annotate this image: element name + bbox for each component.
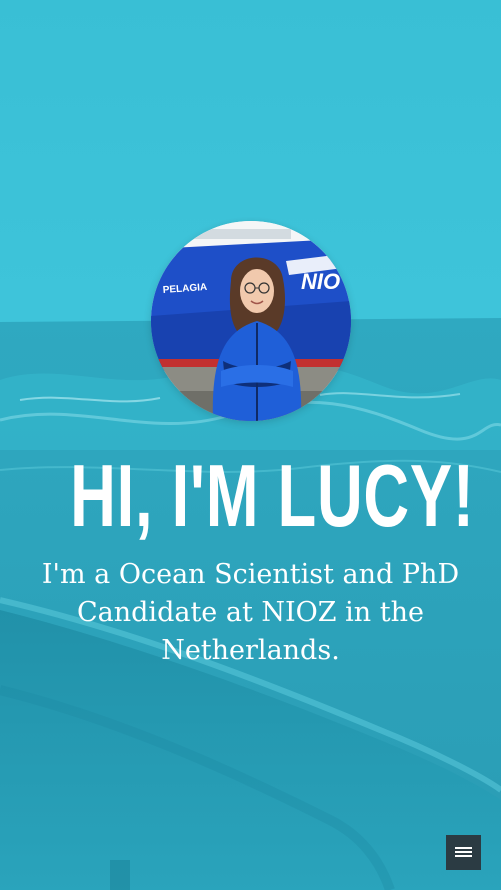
avatar — [151, 221, 351, 421]
hero-subtitle: I'm a Ocean Scientist and PhD Candidate at NIOZ in the Netherlands. — [41, 559, 460, 666]
menu-button[interactable] — [446, 835, 481, 870]
ship-mark-label: NIO — [301, 269, 341, 294]
profile-photo — [151, 221, 351, 421]
page-title: HI, I'M LUCY! — [70, 446, 475, 545]
ship-name-label: PELAGIA — [162, 281, 208, 296]
